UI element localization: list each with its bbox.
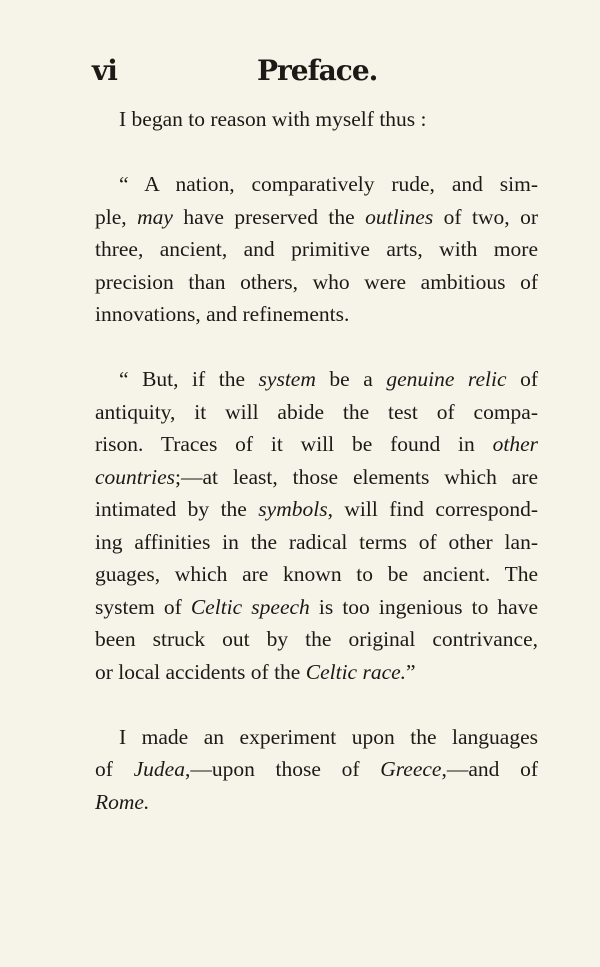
- paragraph-3-line-8: system of Celtic speech is too ingenious to have: [95, 594, 539, 619]
- paragraph-3-line-4: countries;—at least, those elements which are: [95, 464, 538, 489]
- paragraph-2-line-2: ple, may have preserved the outlines of two, or: [95, 204, 538, 229]
- paragraph-3-line-1: “ But, if the system be a genuine relic of: [119, 367, 538, 391]
- paragraph-4-line-1: I made an experiment upon the languages: [119, 724, 538, 749]
- paragraph-3-line-7: guages, which are known to be ancient. The: [95, 562, 538, 586]
- paragraph-2-line-1: “ A nation, comparatively rude, and sim-: [119, 172, 538, 196]
- paragraph-1-line-1: I began to reason with myself thus :: [119, 107, 427, 131]
- paragraph-3-line-9: been struck out by the original contrivance,: [95, 627, 538, 651]
- paragraph-2-line-4: precision than others, who were ambitious of: [95, 269, 538, 294]
- paragraph-3-line-2: antiquity, it will abide the test of compa-: [95, 399, 538, 424]
- paragraph-4-line-2: of Judea,—upon those of Greece,—and of: [95, 757, 539, 781]
- paragraph-3-line-3: rison. Traces of it will be found in other: [95, 432, 538, 456]
- paragraph-3-line-5: intimated by the symbols, will find correspond-: [95, 497, 539, 521]
- paragraph-3-line-10: or local accidents of the Celtic race.”: [95, 659, 416, 684]
- paragraph-2-line-3: three, ancient, and primitive arts, with more: [95, 237, 538, 261]
- paragraph-4-line-3: Rome.: [95, 789, 150, 814]
- paragraph-3-line-6: ing affinities in the radical terms of other lan-: [95, 529, 538, 554]
- page-header: [92, 50, 537, 94]
- page-number: vi: [92, 54, 117, 87]
- body-text: [95, 103, 538, 818]
- paragraph-2-line-5: innovations, and refinements.: [95, 302, 350, 326]
- running-head-title: Preface.: [257, 54, 378, 87]
